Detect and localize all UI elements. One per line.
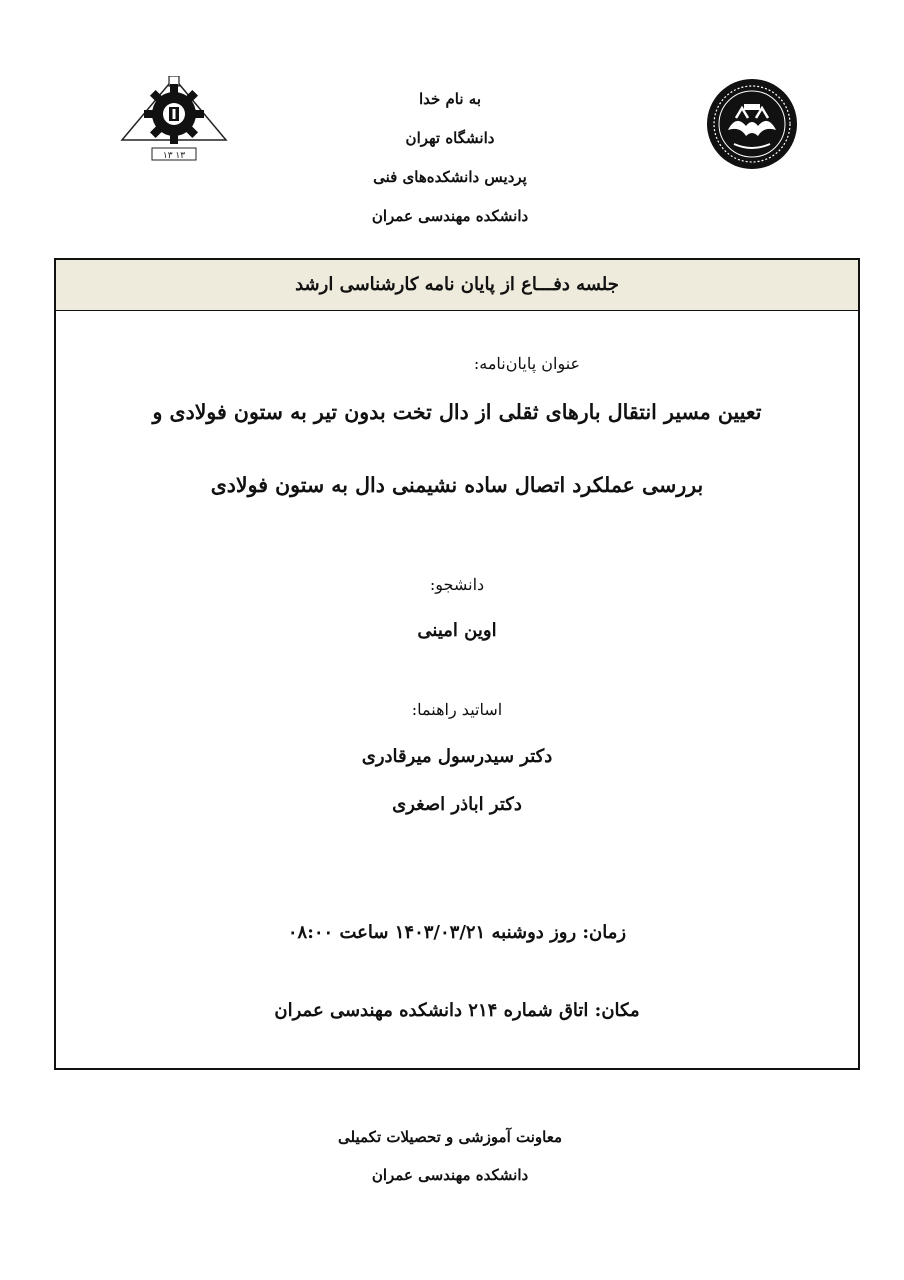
advisor-2: دکتر اباذر اصغری <box>392 794 522 815</box>
header-university: دانشگاه تهران <box>405 129 495 147</box>
defense-announcement-box <box>54 258 860 1070</box>
header <box>300 80 600 236</box>
student-label: دانشجو: <box>429 575 485 594</box>
session-title: جلسه دفـــاع از پایان نامه کارشناسی ارشد <box>56 260 858 311</box>
defense-time: زمان: روز دوشنبه ۱۴۰۳/۰۳/۲۱ ساعت ۰۸:۰۰ <box>287 922 627 943</box>
logo-caption: ۱۳ ۱۳ <box>162 151 186 161</box>
student-name: اوین امینی <box>417 620 497 641</box>
advisor-1: دکتر سیدرسول میرقادری <box>361 746 553 767</box>
footer-faculty: دانشکده مهندسی عمران <box>371 1166 529 1184</box>
advisors-label: اساتید راهنما: <box>411 700 503 719</box>
defense-place: مکان: اتاق شماره ۲۱۴ دانشکده مهندسی عمران <box>274 1000 640 1021</box>
header-bismillah: به نام خدا <box>418 90 481 108</box>
thesis-label: عنوان پایان‌نامه: <box>473 354 581 373</box>
thesis-title-line1: تعیین مسیر انتقال بارهای ثقلی از دال تخت بدون تیر به ستون فولادی و <box>152 400 762 424</box>
faculty-of-engineering-logo <box>118 76 230 164</box>
header-faculty: دانشکده مهندسی عمران <box>371 207 529 225</box>
footer-office: معاونت آموزشی و تحصیلات تکمیلی <box>338 1128 562 1146</box>
university-of-tehran-logo <box>706 78 798 170</box>
thesis-title-line2: بررسی عملکرد اتصال ساده نشیمنی دال به ستون فولادی <box>210 473 704 497</box>
header-campus: پردیس دانشکده‌های فنی <box>373 168 527 186</box>
